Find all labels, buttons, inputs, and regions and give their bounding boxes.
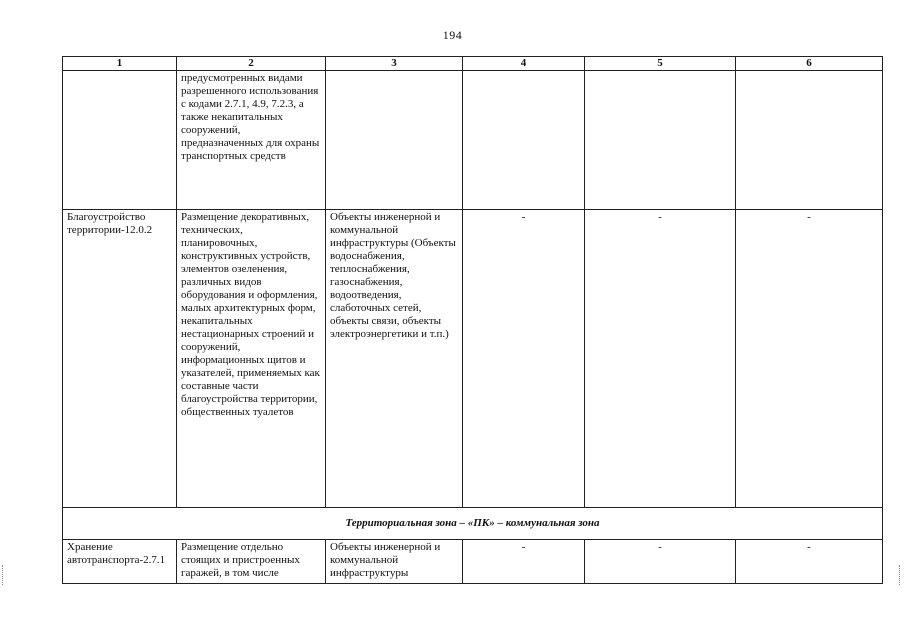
cell-col-4: [463, 71, 585, 210]
cell-use-description: предусмотренных видами разрешенного использования с кодами 2.7.1, 4.9, 7.2.3, а также некапитальных сооружений, предназначенных для охраны транспортных средств: [177, 71, 326, 210]
page-number: 194: [442, 28, 463, 42]
cell-use-name: Благоустройство территории-12.0.2: [63, 210, 177, 508]
cell-auxiliary-use: Объекты инженерной и коммунальной инфраструктуры (Объекты водоснабжения, теплоснабжения, газоснабжения, водоотведения, слаботочных сетей, объекты связи, объекты электроэнергетики и т.п.): [326, 210, 463, 508]
regulation-table: [62, 56, 883, 584]
header-col-5: 5: [585, 57, 736, 71]
cell-col-6: -: [736, 540, 883, 584]
cell-auxiliary-use: [326, 71, 463, 210]
header-col-3: 3: [326, 57, 463, 71]
cell-col-6: -: [736, 210, 883, 508]
cell-col-5: -: [585, 210, 736, 508]
table-row: [63, 540, 883, 584]
header-col-4: 4: [463, 57, 585, 71]
table-row: [63, 71, 883, 210]
zone-title-row: [63, 508, 883, 540]
cell-col-6: [736, 71, 883, 210]
cell-col-5: -: [585, 540, 736, 584]
scan-artifact-left: [2, 565, 6, 585]
cell-col-4: -: [463, 210, 585, 508]
header-col-2: 2: [177, 57, 326, 71]
cell-use-name: Хранение автотранспорта-2.7.1: [63, 540, 177, 584]
scan-artifact-right: [899, 565, 903, 585]
header-col-1: 1: [63, 57, 177, 71]
header-col-6: 6: [736, 57, 883, 71]
cell-use-description: Размещение отдельно стоящих и пристроенных гаражей, в том числе: [177, 540, 326, 584]
table-row: [63, 210, 883, 508]
cell-col-4: -: [463, 540, 585, 584]
cell-use-name: [63, 71, 177, 210]
table-header-row: [63, 57, 883, 71]
cell-use-description: Размещение декоративных, технических, планировочных, конструктивных устройств, элементов озеленения, различных видов оборудования и оформления, малых архитектурных форм, некапитальных нестационарных строений и сооружений, информационных щитов и указателей, применяемых как составные части благоустройства территории, общественных туалетов: [177, 210, 326, 508]
zone-title: Территориальная зона – «ПК» – коммунальная зона: [63, 508, 883, 540]
cell-auxiliary-use: Объекты инженерной и коммунальной инфраструктуры: [326, 540, 463, 584]
cell-col-5: [585, 71, 736, 210]
